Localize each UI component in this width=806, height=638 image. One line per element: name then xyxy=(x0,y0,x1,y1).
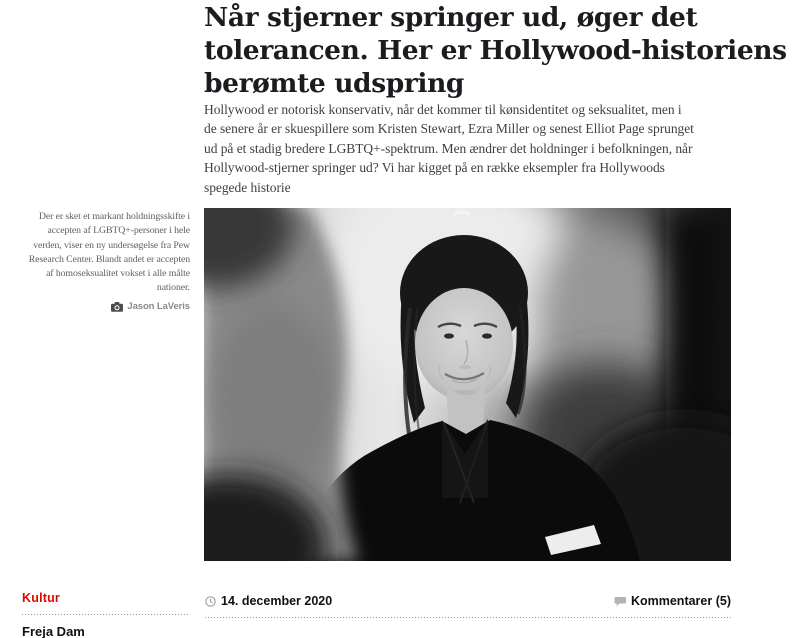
divider-dotted-right xyxy=(205,617,731,618)
photo-credit xyxy=(29,300,190,314)
caption-line: nationer. xyxy=(156,282,190,294)
speech-bubble-icon xyxy=(614,596,626,607)
article-meta-row xyxy=(205,594,731,608)
article-photo-image xyxy=(204,208,731,561)
standfirst-line: Hollywood-stjerner springer ud? Vi har kigget på en række eksempler fra Hollywoods xyxy=(204,160,665,176)
article-standfirst xyxy=(204,100,804,197)
author-name[interactable]: Freja Dam xyxy=(22,624,85,638)
category-link-kultur[interactable]: Kultur xyxy=(22,591,60,605)
caption-line: af homoseksualitet vokset i alle målte xyxy=(46,268,190,280)
article-photo xyxy=(204,208,731,561)
caption-line: accepten af LGBTQ+-personer i hele xyxy=(47,225,190,237)
comments-link-text: Kommentarer (5) xyxy=(630,594,731,608)
standfirst-line: ud på et stadig bredere LGBTQ+-spektrum. Men ændrer det holdninger i befolkningen, når xyxy=(204,140,693,156)
standfirst-line: Hollywood er notorisk konservativ, når det kommer til kønsidentitet og seksualitet, men i xyxy=(204,102,682,117)
comments-link[interactable] xyxy=(614,594,731,608)
standfirst-line: spegede historie xyxy=(204,179,291,195)
divider-dotted-left xyxy=(22,614,190,615)
photo-credit-name: Jason LaVeris xyxy=(127,300,190,312)
caption-line: Der er sket et markant holdningsskifte i xyxy=(38,211,190,222)
image-caption xyxy=(29,210,190,314)
headline-line: berømte udspring xyxy=(204,68,465,99)
clock-icon xyxy=(205,596,216,607)
headline-line: tolerancen. Her er Hollywood-historiens xyxy=(204,35,787,66)
publish-date-text: 14. december 2020 xyxy=(221,594,333,608)
page-title xyxy=(204,1,804,100)
camera-icon xyxy=(111,302,123,312)
standfirst-line: de senere år er skuespillere som Kristen Stewart, Ezra Miller og senest Elliot Page sprunget xyxy=(204,121,694,137)
headline-line: Når stjerner springer ud, øger det xyxy=(204,2,698,33)
publish-date xyxy=(205,594,332,608)
caption-line: Research Center. Blandt andet er accepten xyxy=(28,253,190,265)
caption-line: verden, viser en ny undersøgelse fra Pew xyxy=(33,239,190,251)
